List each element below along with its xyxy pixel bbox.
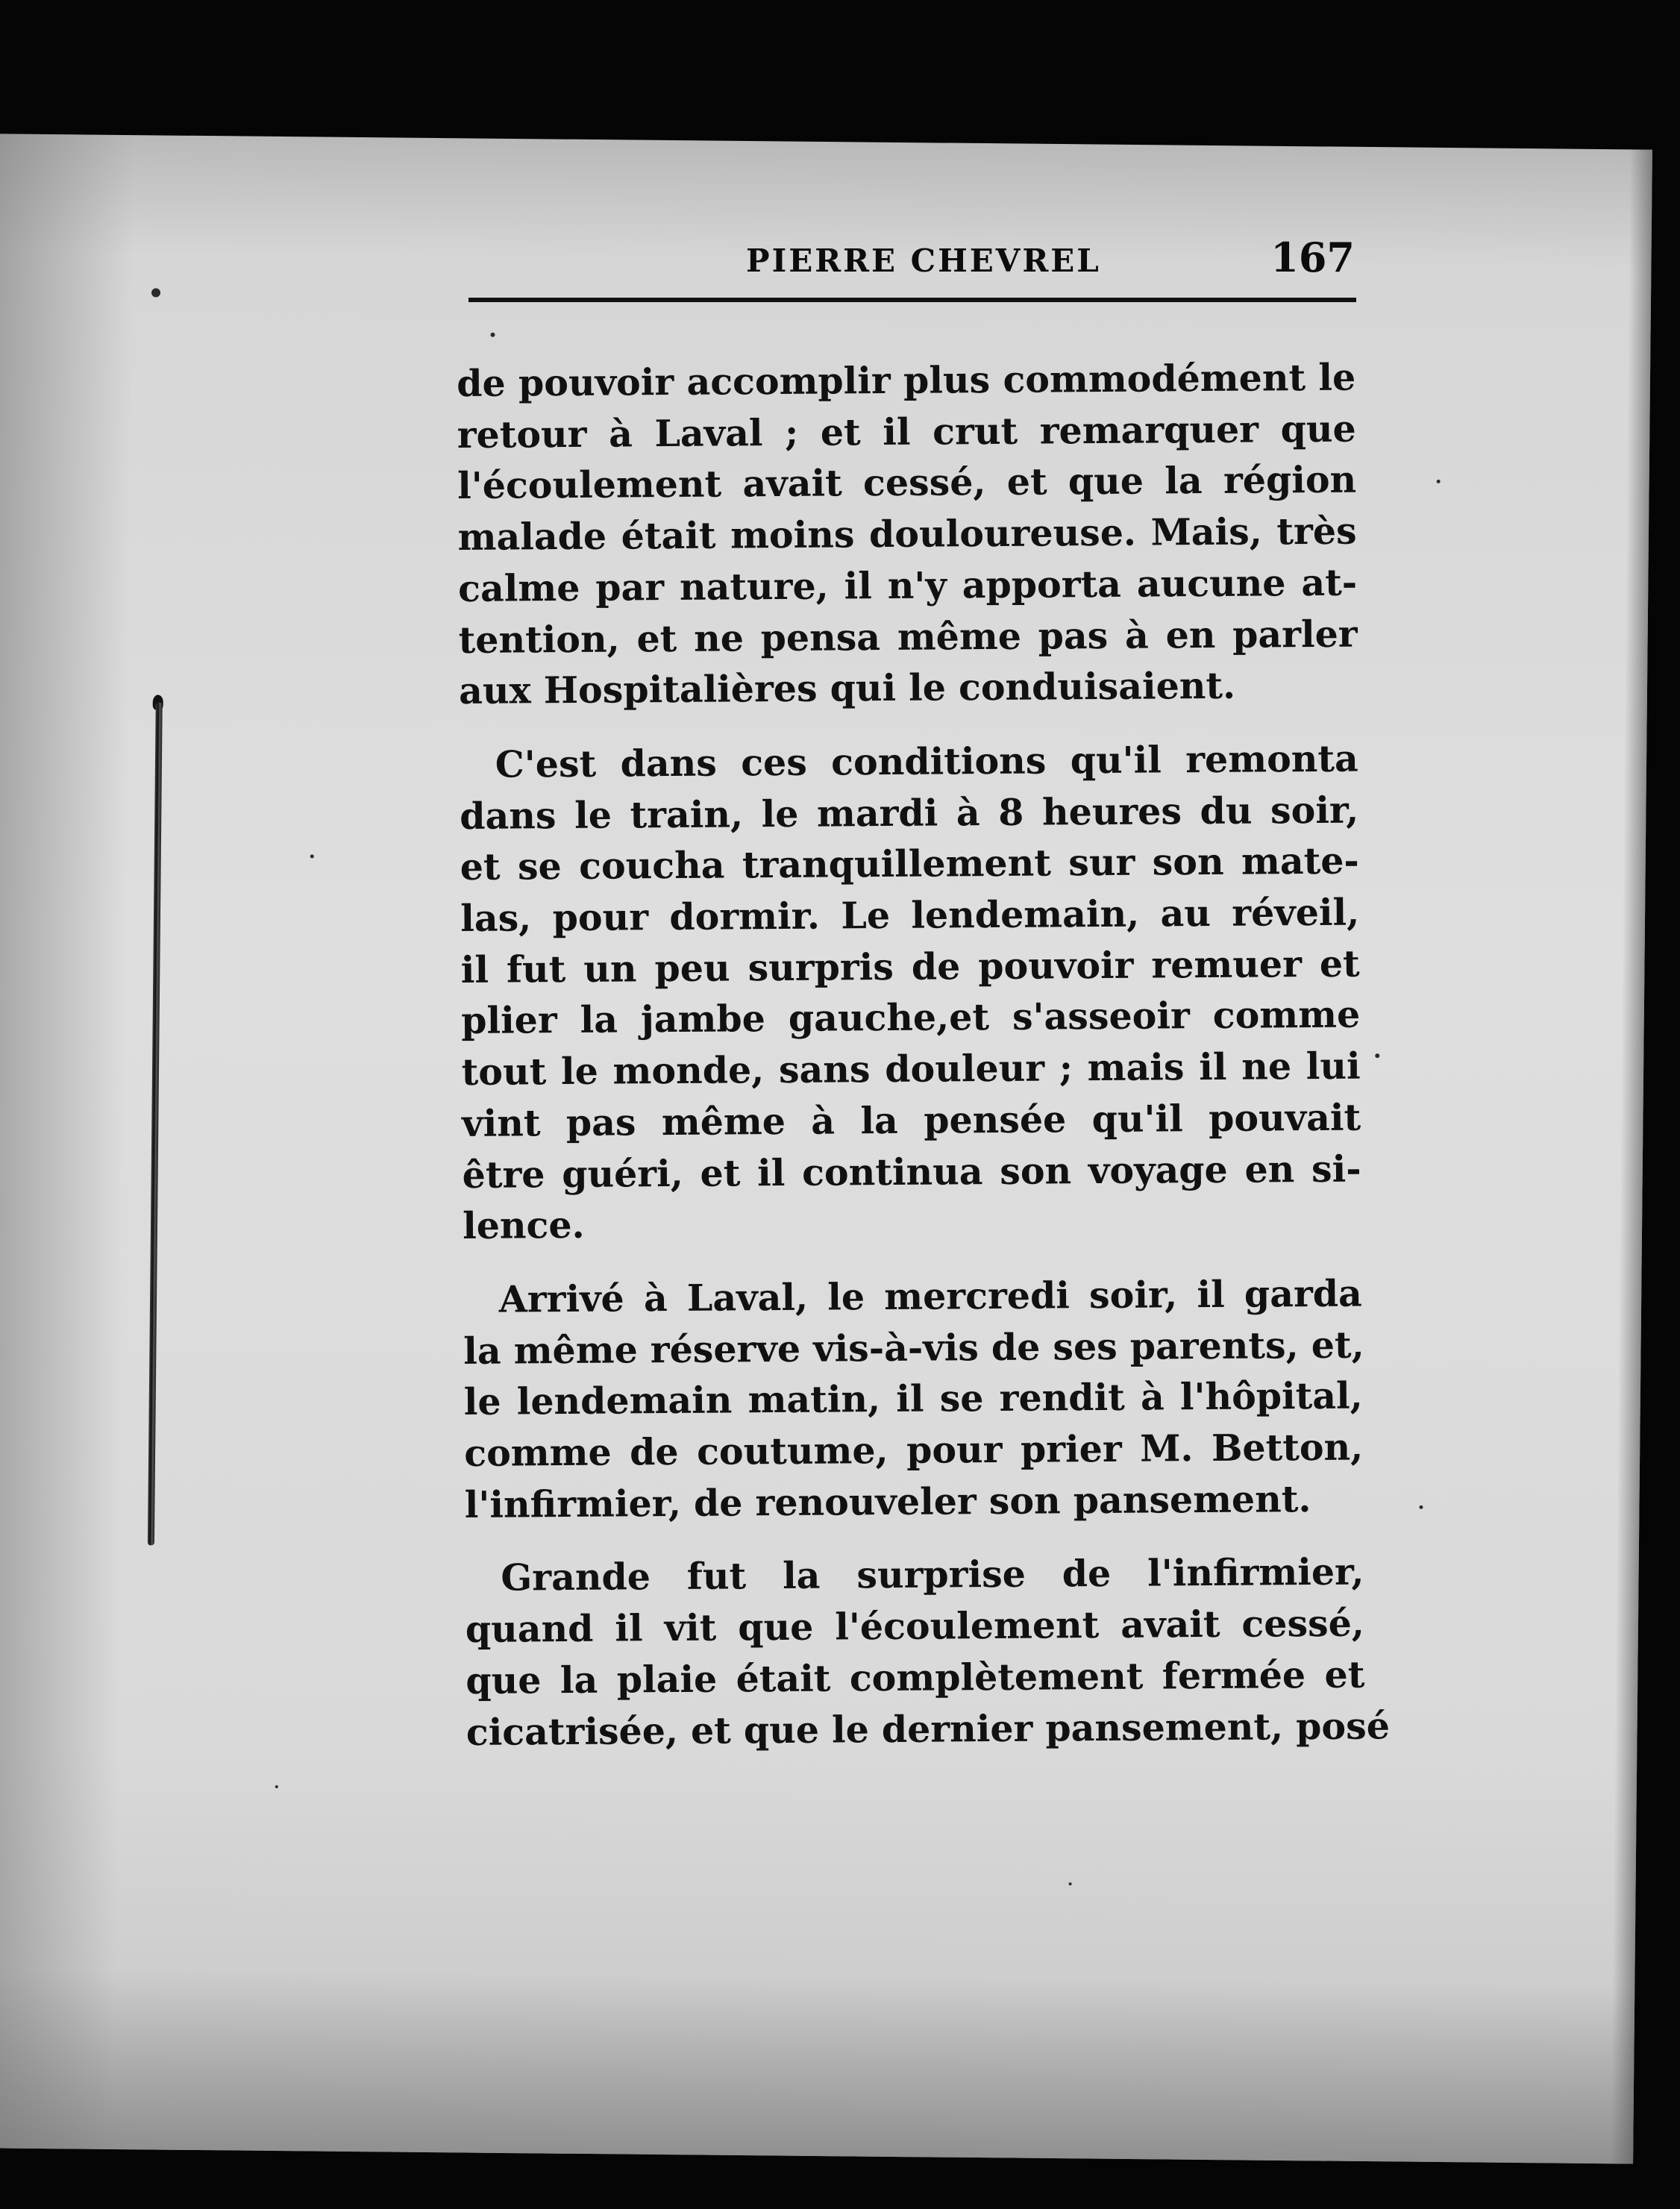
text-line: malade était moins douloureuse. Mais, très (457, 509, 1357, 560)
text-line: Arrivé à Laval, le mercredi soir, il garda (498, 1271, 1362, 1321)
text-line: de pouvoir accomplir plus commodément le (457, 355, 1356, 405)
page-edge (1611, 149, 1652, 2163)
text-line: tention, et ne pensa même pas à en parler (458, 612, 1358, 662)
text-line: plier la jambe gauche,et s'asseoir comme (460, 993, 1361, 1043)
speck (1069, 1882, 1072, 1885)
running-head: PIERRE CHEVREL (746, 242, 1101, 279)
text-line: comme de coutume, pour prier M. Betton, (464, 1425, 1364, 1476)
text-line: las, pour dormir. Le lendemain, au réveil, (460, 890, 1360, 941)
page-header (468, 234, 1356, 347)
margin-line-mark (148, 702, 163, 1545)
text-line: quand il vit que l'écoulement avait cessé, (465, 1601, 1365, 1652)
speck (310, 854, 314, 858)
text-line: aux Hospitalières qui le conduisaient. (458, 663, 1236, 713)
gutter-shadow (0, 134, 134, 2149)
speck (151, 288, 160, 297)
text-line: que la plaie était complètement fermée et (466, 1652, 1365, 1702)
text-line: lence. (462, 1203, 585, 1248)
speck (1375, 1053, 1379, 1058)
paragraph (457, 352, 1358, 717)
text-line: il fut un peu surpris de pouvoir remuer et (460, 941, 1360, 991)
text-line: et se coucha tranquillement sur son mate- (460, 839, 1359, 889)
page-number: 167 (1270, 234, 1355, 281)
paragraph (463, 1268, 1364, 1531)
text-line: vint pas même à la pensée qu'il pouvait (461, 1095, 1361, 1145)
text-line: cicatrisée, et que le dernier pansement, posé (466, 1703, 1391, 1754)
speck (1437, 480, 1441, 483)
speck (275, 1785, 278, 1788)
text-line: l'infirmier, de renouveler son pansement. (464, 1476, 1311, 1526)
bottom-shadow (0, 1969, 1634, 2163)
text-line: l'écoulement avait cessé, et que la région (457, 457, 1357, 508)
text-line: le lendemain matin, il se rendit à l'hôpital, (463, 1373, 1363, 1424)
text-line: calme par nature, il n'y apporta aucune at- (457, 560, 1358, 610)
speck (1419, 1505, 1423, 1509)
body-text (457, 352, 1391, 1781)
text-line: C'est dans ces conditions qu'il remonta (495, 736, 1358, 786)
text-line: être guéri, et il continua son voyage en si- (462, 1147, 1361, 1197)
text-line: dans le train, le mardi à 8 heures du soir, (460, 788, 1359, 838)
header-rule (468, 298, 1356, 302)
text-line: tout le monde, sans douleur ; mais il ne lui (461, 1044, 1361, 1094)
paragraph (460, 733, 1362, 1251)
paragraph (465, 1547, 1391, 1758)
text-line: la même réserve vis-à-vis de ses parents, et, (463, 1323, 1364, 1373)
text-line: Grande fut la surprise de l'infirmier, (501, 1550, 1364, 1600)
text-line: retour à Laval ; et il crut remarquer que (457, 407, 1356, 457)
